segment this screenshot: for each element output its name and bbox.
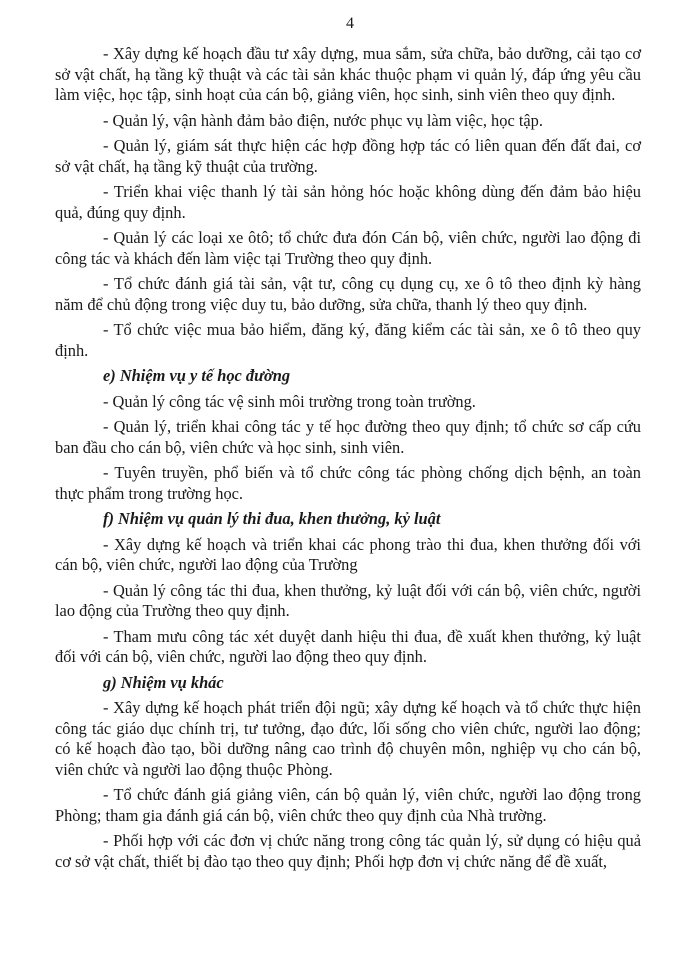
paragraph: - Tổ chức việc mua bảo hiểm, đăng ký, đăng kiểm các tài sản, xe ô tô theo quy định.	[55, 320, 641, 360]
paragraph: - Quản lý các loại xe ôtô; tổ chức đưa đón Cán bộ, viên chức, người lao động đi công tác và khách đến làm việc tại Trường theo quy định.	[55, 228, 641, 268]
page-number: 4	[346, 15, 354, 32]
section-heading-e: e) Nhiệm vụ y tế học đường	[103, 366, 291, 385]
paragraph: - Quản lý, vận hành đảm bảo điện, nước phục vụ làm việc, học tập.	[103, 110, 543, 130]
paragraph: - Tổ chức đánh giá tài sản, vật tư, công cụ dụng cụ, xe ô tô theo định kỳ hàng năm để chủ động trong việc duy tu, bảo dưỡng, sửa chữa, thanh lý theo quy định.	[55, 274, 641, 314]
document-body	[55, 44, 641, 877]
paragraph: - Xây dựng kế hoạch và triển khai các phong trào thi đua, khen thưởng đối với cán bộ, viên chức, người lao động của Trường	[55, 534, 641, 574]
paragraph: - Tuyên truyền, phổ biến và tổ chức công tác phòng chống dịch bệnh, an toàn thực phẩm trong trường học.	[55, 463, 641, 503]
paragraph: - Phối hợp với các đơn vị chức năng trong công tác quản lý, sử dụng có hiệu quả cơ sở vật chất, thiết bị đào tạo theo quy định; Phối hợp đơn vị chức năng để đề xuất,	[55, 831, 641, 871]
paragraph: - Tổ chức đánh giá giảng viên, cán bộ quản lý, viên chức, người lao động trong Phòng; tham gia đánh giá cán bộ, viên chức theo quy định của Nhà trường.	[55, 785, 641, 825]
section-heading-f: f) Nhiệm vụ quản lý thi đua, khen thưởng, kỷ luật	[103, 509, 441, 528]
paragraph: - Tham mưu công tác xét duyệt danh hiệu thi đua, đề xuất khen thưởng, kỷ luật đối với cán bộ, viên chức, người lao động theo quy định.	[55, 626, 641, 666]
paragraph: - Quản lý, triển khai công tác y tế học đường theo quy định; tổ chức sơ cấp cứu ban đầu cho cán bộ, viên chức và học sinh, sinh viên.	[55, 417, 641, 457]
paragraph: - Quản lý công tác vệ sinh môi trường trong toàn trường.	[103, 391, 476, 411]
paragraph: - Quản lý, giám sát thực hiện các hợp đồng hợp tác có liên quan đến đất đai, cơ sở vật chất, hạ tầng kỹ thuật của trường.	[55, 136, 641, 176]
paragraph: - Quản lý công tác thi đua, khen thưởng, kỷ luật đối với cán bộ, viên chức, người lao động của Trường theo quy định.	[55, 580, 641, 620]
section-heading-g: g) Nhiệm vụ khác	[103, 672, 224, 692]
paragraph: - Xây dựng kế hoạch đầu tư xây dựng, mua sắm, sửa chữa, bảo dưỡng, cải tạo cơ sở vật chất, hạ tầng kỹ thuật và các tài sản khác thuộc phạm vi quản lý, đáp ứng yêu cầu làm việc, học tập, sinh hoạt của cán bộ, giảng viên, học sinh, sinh viên theo quy định.	[55, 44, 641, 104]
paragraph: - Triển khai việc thanh lý tài sản hỏng hóc hoặc không dùng đến đảm bảo hiệu quả, đúng quy định.	[55, 182, 641, 222]
paragraph: - Xây dựng kế hoạch phát triển đội ngũ; xây dựng kế hoạch và tổ chức thực hiện công tác giáo dục chính trị, tư tưởng, đạo đức, lối sống cho viên chức, người lao động; có kế hoạch đào tạo, bồi dưỡng nâng cao trình độ chuyên môn, nghiệp vụ cho cán bộ, viên chức và người lao động thuộc Phòng.	[55, 698, 641, 779]
